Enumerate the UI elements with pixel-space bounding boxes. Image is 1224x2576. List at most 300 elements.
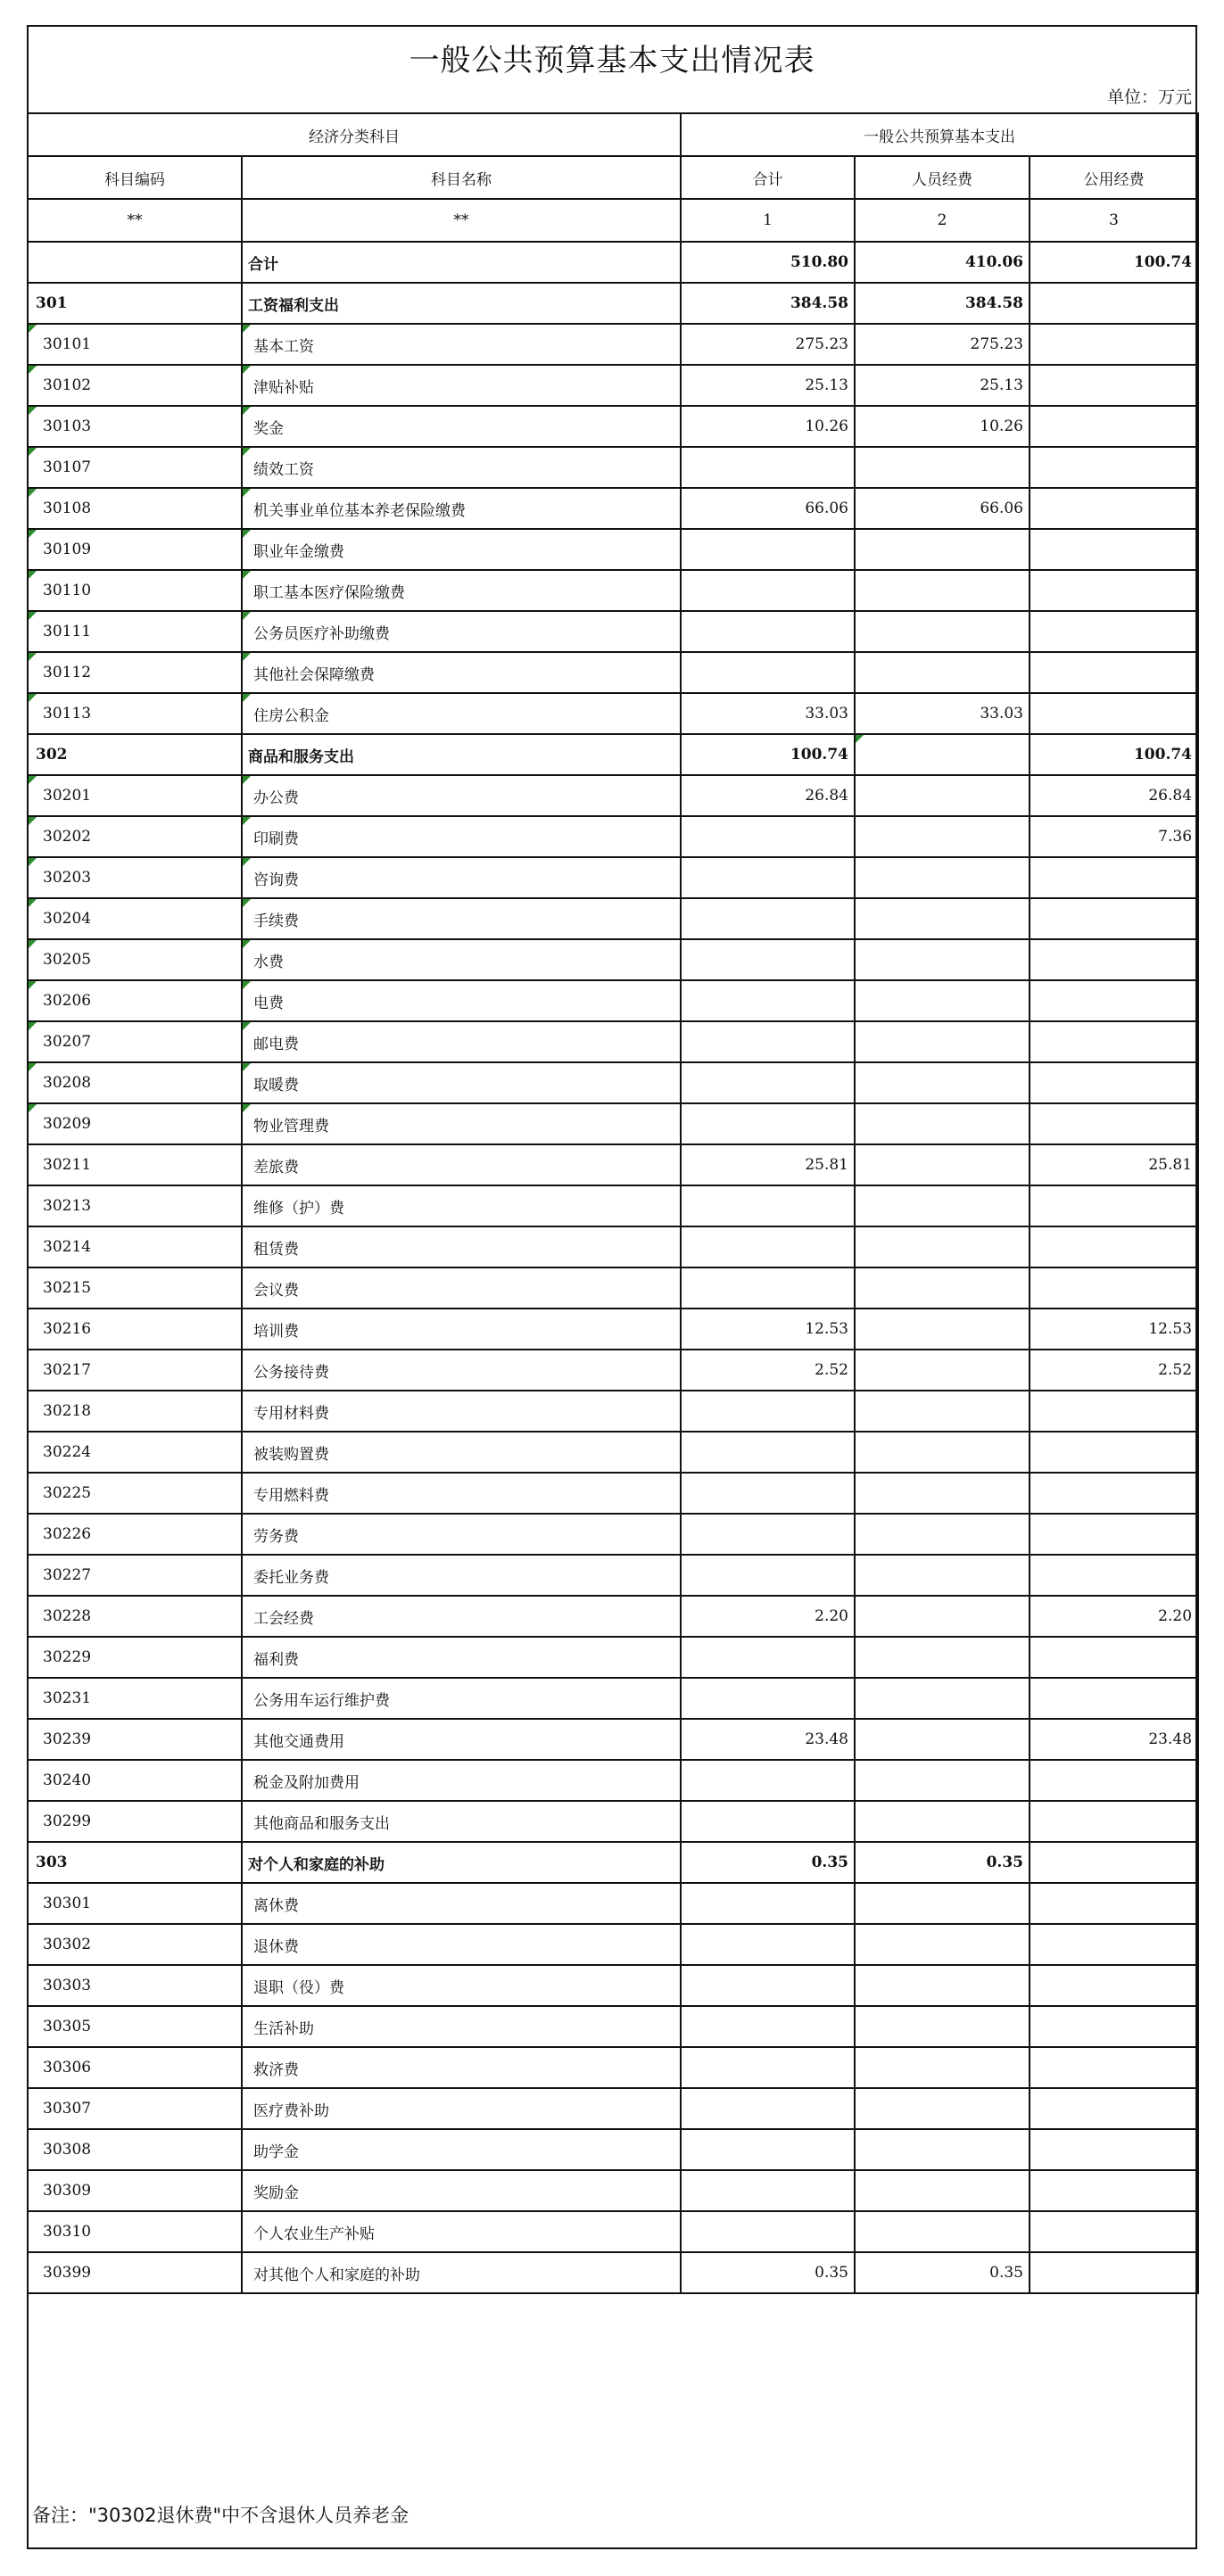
cell-personnel: [855, 816, 1030, 857]
cell-personnel: [855, 1473, 1030, 1514]
cell-total: [681, 980, 855, 1021]
cell-name: 公务接待费: [242, 1350, 681, 1391]
cell-public: [1030, 2129, 1198, 2170]
cell-code: 30231: [28, 1678, 242, 1719]
cell-code: 30307: [28, 2088, 242, 2129]
cell-personnel: [855, 1309, 1030, 1350]
cell-name: 邮电费: [242, 1021, 681, 1062]
cell-marker-icon: [243, 981, 251, 989]
cell-code: 30101: [28, 324, 242, 365]
table-row: [28, 980, 1198, 1021]
page-title: 一般公共预算基本支出情况表: [409, 43, 815, 78]
cell-public: [1030, 2211, 1198, 2252]
cell-marker-icon: [243, 612, 251, 620]
table-row: [28, 857, 1198, 898]
table-row: [28, 1144, 1198, 1185]
cell-marker-icon: [29, 612, 37, 620]
cell-personnel: [855, 980, 1030, 1021]
cell-personnel: [855, 1760, 1030, 1801]
table-row: [28, 693, 1198, 734]
table-row: [28, 1432, 1198, 1473]
header-col-2: 2: [855, 199, 1030, 242]
cell-marker-icon: [29, 817, 37, 825]
cell-total: 25.13: [681, 365, 855, 406]
cell-code: 30207: [28, 1021, 242, 1062]
cell-marker-icon: [243, 1022, 251, 1030]
cell-total: 23.48: [681, 1719, 855, 1760]
cell-total: [681, 1924, 855, 1965]
cell-marker-icon: [243, 1063, 251, 1071]
cell-marker-icon: [29, 571, 37, 579]
cell-public: [1030, 1678, 1198, 1719]
cell-name: 被装购置费: [242, 1432, 681, 1473]
cell-name: 绩效工资: [242, 447, 681, 488]
cell-personnel: [855, 652, 1030, 693]
cell-marker-icon: [29, 407, 37, 415]
cell-name: 培训费: [242, 1309, 681, 1350]
cell-code: 30240: [28, 1760, 242, 1801]
cell-public: [1030, 652, 1198, 693]
cell-personnel: 10.26: [855, 406, 1030, 447]
cell-public: [1030, 2252, 1198, 2293]
cell-code: 30299: [28, 1801, 242, 1842]
cell-total: [681, 529, 855, 570]
table-row: [28, 2088, 1198, 2129]
cell-public: [1030, 1555, 1198, 1596]
table-row: [28, 1924, 1198, 1965]
cell-code: 30214: [28, 1226, 242, 1267]
cell-personnel: [855, 2006, 1030, 2047]
cell-code: [28, 242, 242, 283]
cell-personnel: [855, 1555, 1030, 1596]
unit-label: 单位：万元: [1106, 87, 1192, 107]
cell-code: 30229: [28, 1637, 242, 1678]
cell-marker-icon: [29, 530, 37, 538]
cell-name: 电费: [242, 980, 681, 1021]
table-row: [28, 488, 1198, 529]
cell-code: 30218: [28, 1391, 242, 1432]
cell-total: [681, 2211, 855, 2252]
cell-marker-icon: [243, 448, 251, 456]
cell-public: 100.74: [1030, 242, 1198, 283]
cell-marker-icon: [29, 858, 37, 866]
cell-personnel: [855, 447, 1030, 488]
cell-code: 30205: [28, 939, 242, 980]
cell-marker-icon: [243, 530, 251, 538]
cell-personnel: [855, 1267, 1030, 1309]
cell-total: 2.52: [681, 1350, 855, 1391]
cell-total: [681, 1391, 855, 1432]
cell-public: [1030, 693, 1198, 734]
cell-code: 303: [28, 1842, 242, 1883]
cell-code: 30399: [28, 2252, 242, 2293]
footnote: 备注："30302退休费"中不含退休人员养老金: [32, 2505, 409, 2526]
table-row: [28, 1309, 1198, 1350]
table-row: [28, 2170, 1198, 2211]
cell-name: 其他社会保障缴费: [242, 652, 681, 693]
cell-name: 印刷费: [242, 816, 681, 857]
cell-total: 0.35: [681, 1842, 855, 1883]
cell-public: [1030, 2170, 1198, 2211]
cell-personnel: [855, 529, 1030, 570]
cell-code: 30113: [28, 693, 242, 734]
cell-code: 30206: [28, 980, 242, 1021]
cell-public: 12.53: [1030, 1309, 1198, 1350]
cell-name: 公务员医疗补助缴费: [242, 611, 681, 652]
cell-public: [1030, 2006, 1198, 2047]
cell-name: 办公费: [242, 775, 681, 816]
cell-marker-icon: [29, 776, 37, 784]
cell-name: 奖金: [242, 406, 681, 447]
cell-public: [1030, 324, 1198, 365]
cell-code: 30308: [28, 2129, 242, 2170]
cell-personnel: 275.23: [855, 324, 1030, 365]
cell-total: 510.80: [681, 242, 855, 283]
cell-personnel: [855, 1883, 1030, 1924]
table-row: [28, 1391, 1198, 1432]
cell-marker-icon: [243, 940, 251, 948]
cell-total: 0.35: [681, 2252, 855, 2293]
cell-code: 30225: [28, 1473, 242, 1514]
cell-personnel: 66.06: [855, 488, 1030, 529]
cell-personnel: [855, 1965, 1030, 2006]
cell-name: 专用燃料费: [242, 1473, 681, 1514]
cell-total: 26.84: [681, 775, 855, 816]
cell-code: 30209: [28, 1103, 242, 1144]
cell-public: [1030, 857, 1198, 898]
cell-marker-icon: [29, 899, 37, 907]
cell-marker-icon: [29, 653, 37, 661]
cell-marker-icon: [29, 1104, 37, 1112]
cell-name: 生活补助: [242, 2006, 681, 2047]
cell-name: 机关事业单位基本养老保险缴费: [242, 488, 681, 529]
cell-total: [681, 1514, 855, 1555]
cell-name: 退休费: [242, 1924, 681, 1965]
table-row: [28, 1883, 1198, 1924]
cell-public: [1030, 1760, 1198, 1801]
cell-total: [681, 611, 855, 652]
table-row: [28, 1350, 1198, 1391]
cell-code: 30203: [28, 857, 242, 898]
cell-name: 退职（役）费: [242, 1965, 681, 2006]
header-group-row: [28, 113, 1198, 156]
cell-personnel: [855, 1062, 1030, 1103]
cell-personnel: [855, 1185, 1030, 1226]
cell-name: 对其他个人和家庭的补助: [242, 2252, 681, 2293]
cell-total: 25.81: [681, 1144, 855, 1185]
table-row: [28, 816, 1198, 857]
header-economic-category: 经济分类科目: [28, 113, 681, 156]
table-row: [28, 611, 1198, 652]
table-row: [28, 1842, 1198, 1883]
cell-personnel: [855, 2211, 1030, 2252]
table-row: [28, 1678, 1198, 1719]
cell-total: 10.26: [681, 406, 855, 447]
cell-personnel: [855, 611, 1030, 652]
cell-code: 30108: [28, 488, 242, 529]
cell-public: [1030, 283, 1198, 324]
cell-personnel: [855, 1021, 1030, 1062]
cell-name: 个人农业生产补贴: [242, 2211, 681, 2252]
table-row: [28, 529, 1198, 570]
cell-personnel: [855, 1596, 1030, 1637]
cell-code: 30306: [28, 2047, 242, 2088]
cell-public: 23.48: [1030, 1719, 1198, 1760]
cell-total: [681, 1678, 855, 1719]
cell-total: [681, 1062, 855, 1103]
cell-personnel: 0.35: [855, 1842, 1030, 1883]
cell-code: 30228: [28, 1596, 242, 1637]
cell-name: 租赁费: [242, 1226, 681, 1267]
cell-public: [1030, 1267, 1198, 1309]
cell-name: 咨询费: [242, 857, 681, 898]
cell-marker-icon: [243, 899, 251, 907]
cell-marker-icon: [243, 325, 251, 333]
cell-public: [1030, 1842, 1198, 1883]
cell-personnel: [855, 1103, 1030, 1144]
table-row: [28, 1103, 1198, 1144]
cell-name: 津贴补贴: [242, 365, 681, 406]
cell-public: [1030, 365, 1198, 406]
cell-code: 30109: [28, 529, 242, 570]
cell-public: [1030, 611, 1198, 652]
cell-marker-icon: [243, 694, 251, 702]
cell-name: 委托业务费: [242, 1555, 681, 1596]
cell-total: [681, 1555, 855, 1596]
cell-personnel: [855, 734, 1030, 775]
cell-marker-icon: [29, 981, 37, 989]
table-row: [28, 1185, 1198, 1226]
cell-personnel: [855, 1678, 1030, 1719]
table-row: [28, 1226, 1198, 1267]
cell-code: 30310: [28, 2211, 242, 2252]
header-personnel: 人员经费: [855, 156, 1030, 199]
cell-code: 30239: [28, 1719, 242, 1760]
cell-code: 30107: [28, 447, 242, 488]
cell-name: 职工基本医疗保险缴费: [242, 570, 681, 611]
cell-name: 工资福利支出: [242, 283, 681, 324]
cell-total: [681, 1637, 855, 1678]
table-row: [28, 324, 1198, 365]
cell-total: [681, 816, 855, 857]
header-col-1: 1: [681, 199, 855, 242]
cell-name: 维修（护）费: [242, 1185, 681, 1226]
cell-code: 30305: [28, 2006, 242, 2047]
cell-name: 劳务费: [242, 1514, 681, 1555]
cell-code: 30202: [28, 816, 242, 857]
cell-name: 会议费: [242, 1267, 681, 1309]
cell-total: [681, 1226, 855, 1267]
cell-name: 取暖费: [242, 1062, 681, 1103]
cell-personnel: 410.06: [855, 242, 1030, 283]
table-row: [28, 1473, 1198, 1514]
cell-personnel: [855, 857, 1030, 898]
cell-marker-icon: [29, 366, 37, 374]
cell-name: 对个人和家庭的补助: [242, 1842, 681, 1883]
cell-name: 手续费: [242, 898, 681, 939]
cell-name: 助学金: [242, 2129, 681, 2170]
cell-personnel: 33.03: [855, 693, 1030, 734]
cell-code: 30112: [28, 652, 242, 693]
cell-total: 2.20: [681, 1596, 855, 1637]
cell-code: 30227: [28, 1555, 242, 1596]
cell-personnel: [855, 1144, 1030, 1185]
note-section: [29, 2474, 1195, 2547]
cell-public: [1030, 1924, 1198, 1965]
cell-code: 30211: [28, 1144, 242, 1185]
table-row: [28, 1801, 1198, 1842]
cell-total: [681, 939, 855, 980]
cell-name: 离休费: [242, 1883, 681, 1924]
header-public: 公用经费: [1030, 156, 1198, 199]
cell-public: [1030, 1883, 1198, 1924]
header-code-mark: **: [28, 199, 242, 242]
cell-total: 384.58: [681, 283, 855, 324]
cell-personnel: [855, 1801, 1030, 1842]
cell-public: 2.52: [1030, 1350, 1198, 1391]
table-row: [28, 734, 1198, 775]
cell-code: 30226: [28, 1514, 242, 1555]
cell-marker-icon: [243, 858, 251, 866]
cell-public: [1030, 1473, 1198, 1514]
cell-personnel: 25.13: [855, 365, 1030, 406]
cell-personnel: [855, 1350, 1030, 1391]
cell-marker-icon: [243, 407, 251, 415]
cell-code: 30301: [28, 1883, 242, 1924]
table-row: [28, 1267, 1198, 1309]
cell-personnel: [855, 2129, 1030, 2170]
cell-public: [1030, 1637, 1198, 1678]
cell-public: 26.84: [1030, 775, 1198, 816]
cell-personnel: [855, 2047, 1030, 2088]
cell-total: [681, 2088, 855, 2129]
cell-code: 30216: [28, 1309, 242, 1350]
cell-total: [681, 1185, 855, 1226]
cell-code: 30309: [28, 2170, 242, 2211]
cell-total: [681, 652, 855, 693]
table-row: [28, 283, 1198, 324]
cell-total: [681, 1021, 855, 1062]
table-row: [28, 1555, 1198, 1596]
cell-personnel: [855, 2088, 1030, 2129]
table-row: [28, 1021, 1198, 1062]
cell-total: 275.23: [681, 324, 855, 365]
cell-public: [1030, 529, 1198, 570]
cell-public: 2.20: [1030, 1596, 1198, 1637]
cell-personnel: [855, 898, 1030, 939]
cell-public: [1030, 1801, 1198, 1842]
table-row: [28, 775, 1198, 816]
header-name: 科目名称: [242, 156, 681, 199]
cell-name: 商品和服务支出: [242, 734, 681, 775]
cell-marker-icon: [243, 776, 251, 784]
cell-public: [1030, 1514, 1198, 1555]
cell-name: 其他交通费用: [242, 1719, 681, 1760]
cell-name: 救济费: [242, 2047, 681, 2088]
cell-name: 水费: [242, 939, 681, 980]
cell-name: 工会经费: [242, 1596, 681, 1637]
table-row: [28, 2211, 1198, 2252]
cell-total: [681, 447, 855, 488]
cell-name: 差旅费: [242, 1144, 681, 1185]
cell-total: [681, 1801, 855, 1842]
table-row: [28, 1637, 1198, 1678]
table-row: [28, 2047, 1198, 2088]
cell-marker-icon: [29, 940, 37, 948]
cell-total: 66.06: [681, 488, 855, 529]
cell-code: 30102: [28, 365, 242, 406]
table-row: [28, 2129, 1198, 2170]
cell-marker-icon: [856, 735, 864, 743]
cell-code: 30204: [28, 898, 242, 939]
cell-code: 30224: [28, 1432, 242, 1473]
cell-total: [681, 1883, 855, 1924]
cell-personnel: [855, 939, 1030, 980]
header-index-row: [28, 199, 1198, 242]
table-row: [28, 242, 1198, 283]
cell-personnel: 0.35: [855, 2252, 1030, 2293]
cell-code: 30215: [28, 1267, 242, 1309]
cell-name: 物业管理费: [242, 1103, 681, 1144]
cell-personnel: [855, 1432, 1030, 1473]
cell-name: 公务用车运行维护费: [242, 1678, 681, 1719]
header-total: 合计: [681, 156, 855, 199]
cell-personnel: [855, 1719, 1030, 1760]
cell-total: [681, 1473, 855, 1514]
table-row: [28, 570, 1198, 611]
cell-marker-icon: [243, 653, 251, 661]
cell-code: 301: [28, 283, 242, 324]
header-name-mark: **: [242, 199, 681, 242]
table-row: [28, 1596, 1198, 1637]
cell-marker-icon: [29, 448, 37, 456]
expenditure-table: [27, 112, 1199, 2294]
cell-personnel: [855, 1226, 1030, 1267]
cell-personnel: [855, 1924, 1030, 1965]
cell-public: [1030, 1432, 1198, 1473]
cell-marker-icon: [243, 366, 251, 374]
cell-total: [681, 1432, 855, 1473]
cell-total: [681, 898, 855, 939]
cell-public: [1030, 2047, 1198, 2088]
cell-personnel: [855, 775, 1030, 816]
cell-marker-icon: [29, 694, 37, 702]
cell-code: 30110: [28, 570, 242, 611]
cell-name: 专用材料费: [242, 1391, 681, 1432]
cell-total: [681, 1103, 855, 1144]
cell-personnel: [855, 570, 1030, 611]
cell-public: [1030, 1226, 1198, 1267]
cell-public: 7.36: [1030, 816, 1198, 857]
cell-total: [681, 1760, 855, 1801]
cell-marker-icon: [29, 325, 37, 333]
cell-public: [1030, 939, 1198, 980]
cell-public: [1030, 447, 1198, 488]
cell-marker-icon: [243, 489, 251, 497]
table-row: [28, 1062, 1198, 1103]
table-row: [28, 1965, 1198, 2006]
cell-total: 100.74: [681, 734, 855, 775]
cell-total: [681, 2047, 855, 2088]
cell-name: 基本工资: [242, 324, 681, 365]
cell-total: 33.03: [681, 693, 855, 734]
cell-public: [1030, 488, 1198, 529]
cell-public: [1030, 898, 1198, 939]
header-code: 科目编码: [28, 156, 242, 199]
cell-marker-icon: [29, 1022, 37, 1030]
cell-personnel: [855, 2170, 1030, 2211]
table-row: [28, 1514, 1198, 1555]
